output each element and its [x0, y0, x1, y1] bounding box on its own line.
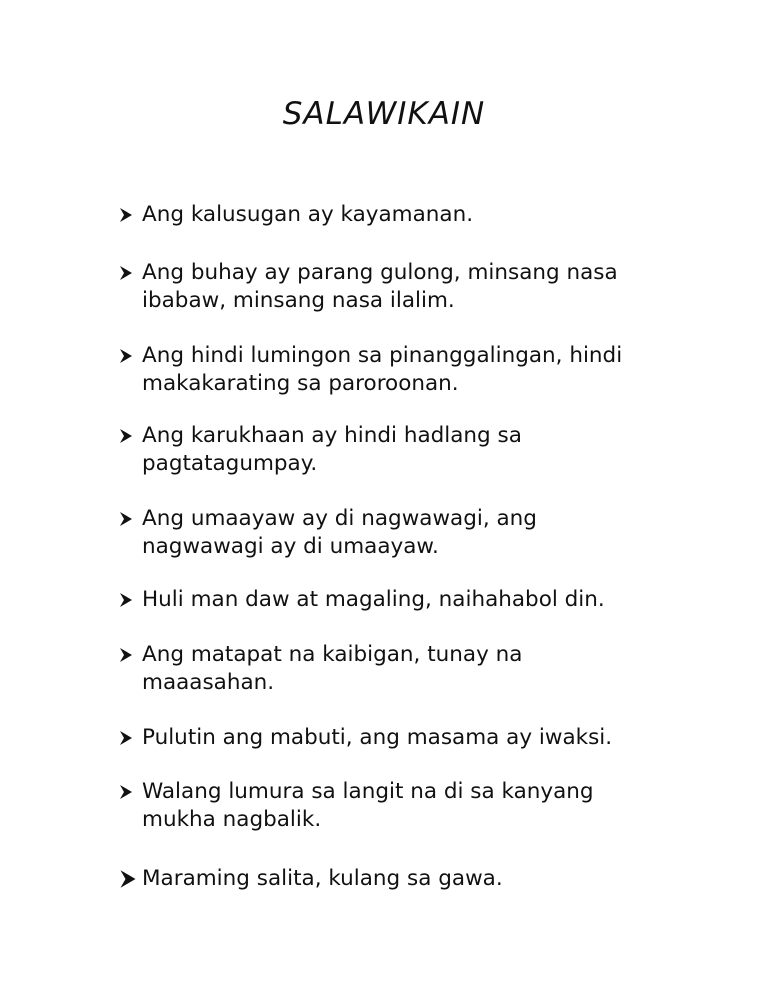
proverb-text: Ang buhay ay parang gulong, minsang nasa ibabaw, minsang nasa ilalim. — [142, 260, 618, 313]
list-item — [118, 342, 658, 398]
list-item — [118, 259, 658, 315]
proverb-text: Ang hindi lumingon sa pinanggalingan, hindi makakarating sa paroroonan. — [142, 343, 623, 396]
list-item — [118, 201, 658, 229]
arrowhead-bullet-icon — [118, 778, 142, 806]
list-item — [118, 641, 658, 697]
proverb-text: Pulutin ang mabuti, ang masama ay iwaksi. — [142, 725, 613, 750]
page-title: SALAWIKAIN — [282, 96, 486, 132]
list-item — [118, 586, 658, 614]
proverb-text: Walang lumura sa langit na di sa kanyang mukha nagbalik. — [142, 779, 594, 832]
list-item — [118, 422, 658, 478]
arrowhead-bullet-icon — [118, 724, 142, 752]
arrowhead-bullet-icon — [118, 586, 142, 614]
list-item — [118, 865, 658, 893]
arrowhead-bullet-icon — [118, 201, 142, 229]
proverb-text: Ang umaayaw ay di nagwawagi, ang nagwawagi ay di umaayaw. — [142, 506, 537, 559]
arrowhead-bullet-icon — [118, 422, 142, 450]
arrowhead-bullet-icon — [118, 641, 142, 669]
proverb-text: Maraming salita, kulang sa gawa. — [142, 866, 503, 891]
proverb-text: Huli man daw at magaling, naihahabol din. — [142, 587, 605, 612]
arrowhead-bullet-icon — [118, 259, 142, 287]
arrowhead-bullet-icon — [118, 342, 142, 370]
proverb-text: Ang matapat na kaibigan, tunay na maaasahan. — [142, 642, 523, 695]
arrowhead-bullet-icon — [118, 865, 142, 893]
list-item — [118, 778, 658, 834]
arrowhead-bullet-icon — [118, 505, 142, 533]
proverb-text: Ang karukhaan ay hindi hadlang sa pagtatagumpay. — [142, 423, 522, 476]
list-item — [118, 724, 658, 752]
list-item — [118, 505, 658, 561]
proverb-text: Ang kalusugan ay kayamanan. — [142, 202, 474, 227]
